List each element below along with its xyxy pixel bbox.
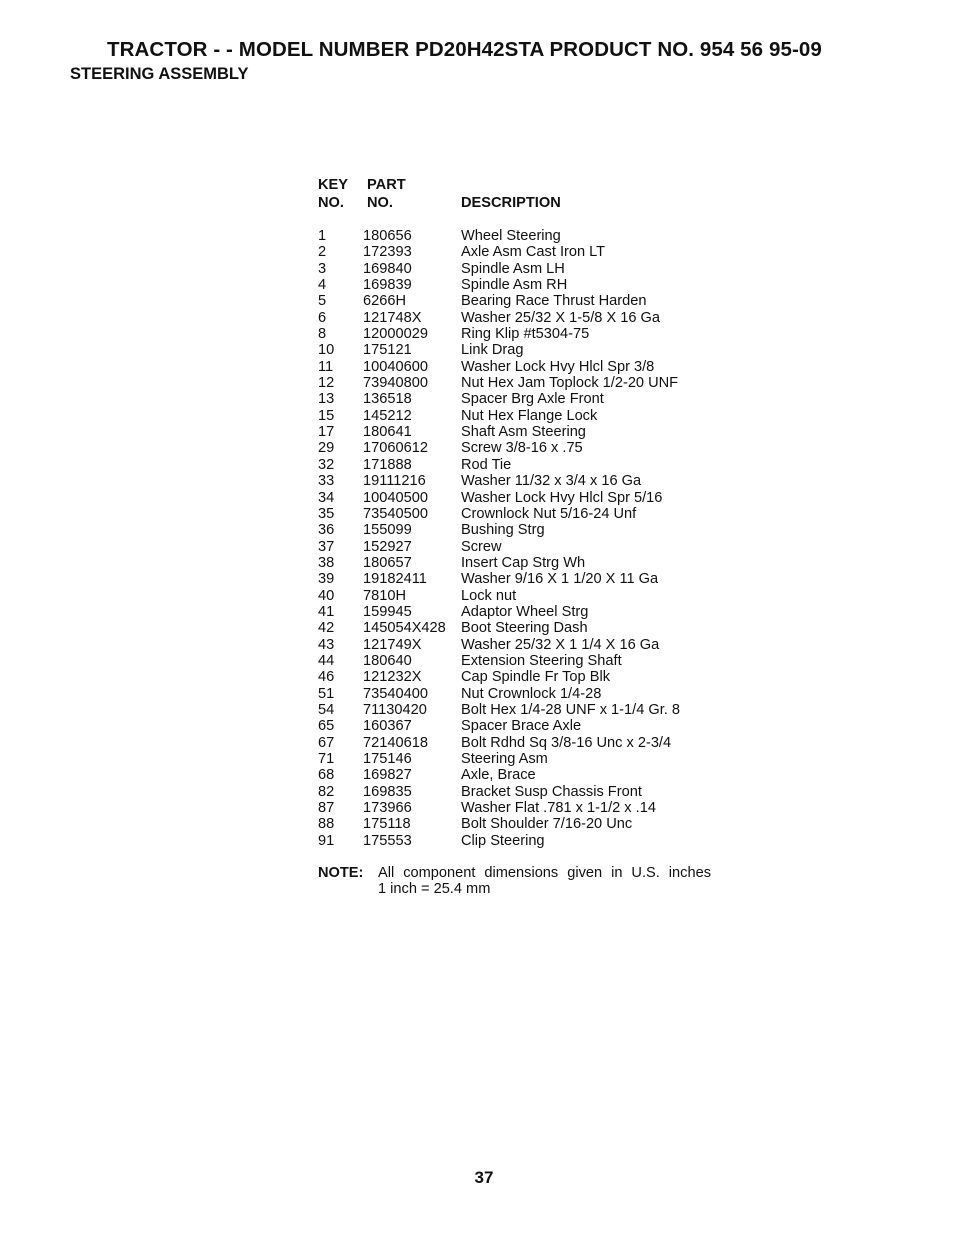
description: Shaft Asm Steering [461,424,586,441]
key-no: 43 [318,636,335,653]
part-no: 10040500 [363,489,428,506]
header-key-line1: KEY [318,177,349,193]
table-row [318,833,738,849]
table-row [318,751,738,767]
key-no: 35 [318,505,335,522]
table-row [318,735,738,751]
table-row [318,228,738,244]
key-no: 67 [318,734,335,751]
description: Nut Crownlock 1/4-28 [461,685,602,702]
key-no: 3 [318,260,327,277]
part-no: 175121 [363,342,412,359]
part-no: 180656 [363,228,412,244]
table-row [318,784,738,800]
key-no: 82 [318,783,335,800]
description: Washer Lock Hvy Hlcl Spr 5/16 [461,489,663,506]
description: Adaptor Wheel Strg [461,603,589,620]
description: Screw [461,538,502,555]
description: Washer 25/32 X 1 1/4 X 16 Ga [461,636,660,653]
description: Screw 3/8-16 x .75 [461,440,583,457]
table-row [318,686,738,702]
header-part-line1: PART [367,177,406,193]
part-no: 152927 [363,538,412,555]
key-no: 13 [318,391,335,408]
table-row [318,375,738,391]
description: Spindle Asm RH [461,277,568,294]
description: Nut Hex Flange Lock [461,407,598,424]
key-no: 46 [318,669,335,686]
description: Insert Cap Strg Wh [461,554,586,571]
key-no: 8 [318,326,327,343]
table-row [318,424,738,440]
part-no: 136518 [363,391,412,408]
table-row [318,604,738,620]
part-no: 72140618 [363,734,428,751]
key-no: 2 [318,244,327,261]
part-no: 169839 [363,277,412,294]
table-row [318,310,738,326]
key-no: 40 [318,587,335,604]
key-no: 38 [318,554,335,571]
table-row [318,342,738,358]
key-no: 1 [318,228,327,244]
part-no: 155099 [363,522,412,539]
description: Lock nut [461,587,517,604]
description: Axle Asm Cast Iron LT [461,244,606,261]
note-conversion: 1 inch = 25.4 mm [378,881,491,897]
description: Bushing Strg [461,522,545,539]
part-no: 175146 [363,751,412,767]
note-label: NOTE: [318,865,364,881]
table-row [318,522,738,538]
part-no: 145212 [363,407,412,424]
key-no: 5 [318,293,327,310]
description: Washer Lock Hvy Hlcl Spr 3/8 [461,358,655,375]
part-no: 172393 [363,244,412,261]
key-no: 54 [318,701,335,718]
part-no: 169840 [363,260,412,277]
key-no: 39 [318,571,335,588]
part-no: 73940800 [363,375,428,392]
table-row [318,555,738,571]
key-no: 42 [318,620,335,637]
key-no: 41 [318,603,335,620]
table-row [318,408,738,424]
key-no: 36 [318,522,335,539]
table-row [318,391,738,407]
table-row [318,571,738,587]
description: Spacer Brg Axle Front [461,391,604,408]
part-no: 73540400 [363,685,428,702]
description: Washer 25/32 X 1-5/8 X 16 Ga [461,309,661,326]
header-part-line2: NO. [367,195,393,211]
page-number: 37 [474,1168,494,1187]
table-row [318,800,738,816]
table-row [318,718,738,734]
description: Spindle Asm LH [461,260,565,277]
table-row [318,473,738,489]
description: Extension Steering Shaft [461,652,622,669]
part-no: 121748X [363,309,422,326]
part-no: 159945 [363,603,412,620]
part-no: 19111216 [363,473,426,490]
parts-list [318,176,738,849]
table-row [318,702,738,718]
key-no: 15 [318,407,335,424]
header-description: DESCRIPTION [461,195,561,211]
key-no: 91 [318,832,335,849]
section-title: STEERING ASSEMBLY [70,65,249,83]
part-no: 145054X428 [363,620,446,637]
description: Ring Klip #t5304-75 [461,326,590,343]
part-no: 17060612 [363,440,428,457]
key-no: 6 [318,309,327,326]
part-no: 169827 [363,767,412,784]
table-row [318,359,738,375]
table-row [318,653,738,669]
part-no: 171888 [363,456,412,473]
part-no: 175553 [363,832,412,849]
part-no: 71130420 [363,701,427,718]
description: Washer 9/16 X 1 1/20 X 11 Ga [461,571,659,588]
description: Bolt Hex 1/4-28 UNF x 1-1/4 Gr. 8 [461,701,680,718]
description: Link Drag [461,342,524,359]
note-text: All component dimensions given in U.S. inches [378,865,711,881]
key-no: 33 [318,473,335,490]
key-no: 17 [318,424,335,441]
key-no: 44 [318,652,335,669]
key-no: 88 [318,816,335,833]
header-key-line2: NO. [318,195,344,211]
table-row [318,506,738,522]
table-row [318,816,738,832]
part-no: 180641 [363,424,412,441]
key-no: 32 [318,456,335,473]
table-row [318,637,738,653]
parts-rows [318,228,738,849]
table-row [318,539,738,555]
page-title: TRACTOR - - MODEL NUMBER PD20H42STA PRODUCT NO. 954 56 95-09 [107,38,822,61]
table-row [318,277,738,293]
table-row [318,440,738,456]
table-row [318,326,738,342]
table-row [318,244,738,260]
part-no: 121232X [363,669,422,686]
description: Bracket Susp Chassis Front [461,783,642,800]
key-no: 12 [318,375,335,392]
part-no: 73540500 [363,505,428,522]
table-row [318,490,738,506]
description: Wheel Steering [461,228,561,244]
part-no: 175118 [363,816,411,833]
parts-list-header [318,176,738,228]
description: Axle, Brace [461,767,536,784]
part-no: 121749X [363,636,422,653]
description: Bearing Race Thrust Harden [461,293,647,310]
description: Washer Flat .781 x 1-1/2 x .14 [461,800,656,817]
table-row [318,767,738,783]
description: Boot Steering Dash [461,620,588,637]
description: Clip Steering [461,832,545,849]
key-no: 68 [318,767,335,784]
part-no: 169835 [363,783,412,800]
description: Steering Asm [461,751,548,767]
description: Crownlock Nut 5/16-24 Unf [461,505,637,522]
table-row [318,669,738,685]
table-row [318,457,738,473]
key-no: 11 [318,358,334,375]
part-no: 7810H [363,587,407,604]
description: Bolt Rdhd Sq 3/8-16 Unc x 2-3/4 [461,734,672,751]
part-no: 160367 [363,718,412,735]
part-no: 180640 [363,652,412,669]
part-no: 173966 [363,800,412,817]
part-no: 180657 [363,554,412,571]
key-no: 51 [318,685,335,702]
key-no: 87 [318,800,335,817]
key-no: 65 [318,718,335,735]
description: Nut Hex Jam Toplock 1/2-20 UNF [461,375,679,392]
table-row [318,588,738,604]
table-row [318,293,738,309]
description: Bolt Shoulder 7/16-20 Unc [461,816,633,833]
key-no: 10 [318,342,335,359]
key-no: 37 [318,538,335,555]
key-no: 4 [318,277,327,294]
key-no: 29 [318,440,335,457]
table-row [318,261,738,277]
part-no: 6266H [363,293,407,310]
table-row [318,620,738,636]
part-no: 12000029 [363,326,428,343]
key-no: 71 [318,751,335,767]
key-no: 34 [318,489,335,506]
part-no: 10040600 [363,358,428,375]
part-no: 19182411 [363,571,427,588]
description: Washer 11/32 x 3/4 x 16 Ga [461,473,642,490]
description: Cap Spindle Fr Top Blk [461,669,610,686]
description: Rod Tie [461,456,512,473]
description: Spacer Brace Axle [461,718,582,735]
